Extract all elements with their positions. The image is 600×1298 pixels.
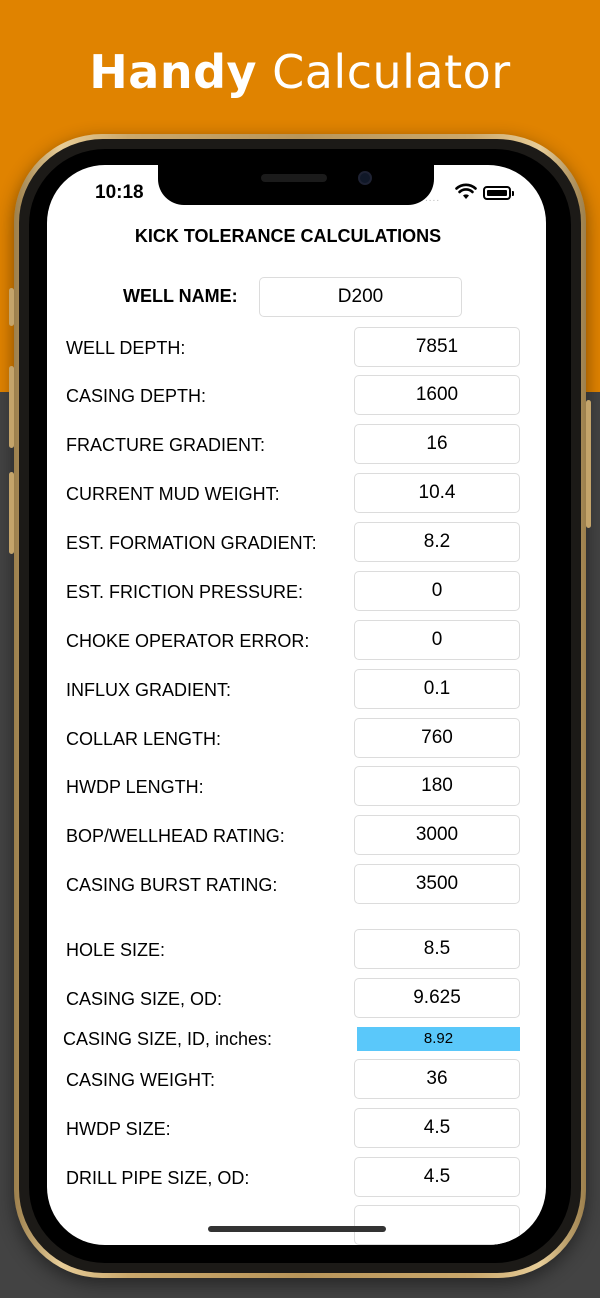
fracture-gradient-input[interactable]: 16 <box>354 424 520 464</box>
bop-wellhead-rating-input[interactable]: 3000 <box>354 815 520 855</box>
casing-depth-input[interactable]: 1600 <box>354 375 520 415</box>
speaker-grille <box>261 174 327 182</box>
field-label: HWDP SIZE: <box>66 1119 171 1139</box>
field-label: DRILL PIPE SIZE, OD: <box>66 1168 250 1188</box>
field-row-casing-burst-rating <box>47 864 546 904</box>
drill-pipe-size-od-input[interactable]: 4.5 <box>354 1157 520 1197</box>
field-row-casing-weight <box>47 1059 546 1099</box>
field-label: CHOKE OPERATOR ERROR: <box>66 631 310 651</box>
phone-side-button-left-mid <box>9 366 14 448</box>
est-friction-pressure-input[interactable]: 0 <box>354 571 520 611</box>
field-row-influx-gradient <box>47 669 546 709</box>
collar-length-input[interactable]: 760 <box>354 718 520 758</box>
phone-screen <box>47 165 546 1245</box>
field-label: EST. FORMATION GRADIENT: <box>66 533 317 553</box>
field-label: FRACTURE GRADIENT: <box>66 435 266 455</box>
field-row-current-mud-weight <box>47 473 546 513</box>
field-label: CASING BURST RATING: <box>66 875 278 895</box>
field-label: HOLE SIZE: <box>66 940 166 960</box>
field-row-hole-size <box>47 929 546 969</box>
field-row-fracture-gradient <box>47 424 546 464</box>
field-row-drill-pipe-size-od <box>47 1157 546 1197</box>
phone-side-button-right <box>586 400 591 528</box>
field-label: CASING SIZE, OD: <box>66 989 223 1009</box>
app-banner-title <box>0 40 600 104</box>
field-row-est-friction-pressure <box>47 571 546 611</box>
hwdp-length-input[interactable]: 180 <box>354 766 520 806</box>
field-label: CASING WEIGHT: <box>66 1070 216 1090</box>
phone-side-button-left-top <box>9 288 14 326</box>
home-indicator[interactable] <box>208 1226 386 1232</box>
field-row-hwdp-length <box>47 766 546 806</box>
field-label: COLLAR LENGTH: <box>66 729 222 749</box>
phone-notch <box>158 165 434 205</box>
field-row-casing-size-id <box>47 1025 546 1055</box>
field-row-choke-operator-error <box>47 620 546 660</box>
field-label: BOP/WELLHEAD RATING: <box>66 826 285 846</box>
banner-title-bold: Handy <box>89 45 257 99</box>
field-label: HWDP LENGTH: <box>66 777 204 797</box>
status-time: 10:18 <box>95 182 144 203</box>
field-label: INFLUX GRADIENT: <box>66 680 232 700</box>
field-row-casing-depth <box>47 375 546 415</box>
banner-title-rest: Calculator <box>272 45 511 99</box>
page-title: KICK TOLERANCE CALCULATIONS <box>134 226 442 246</box>
front-camera <box>358 171 372 185</box>
current-mud-weight-input[interactable]: 10.4 <box>354 473 520 513</box>
signal-icon: .... <box>425 193 441 204</box>
field-label: CASING SIZE, ID, inches: <box>63 1029 273 1049</box>
hwdp-size-input[interactable]: 4.5 <box>354 1108 520 1148</box>
casing-size-od-input[interactable]: 9.625 <box>354 978 520 1018</box>
casing-size-id-value: 8.92 <box>357 1027 520 1051</box>
battery-icon <box>483 186 511 200</box>
casing-burst-rating-input[interactable]: 3500 <box>354 864 520 904</box>
field-row-casing-size-od <box>47 978 546 1018</box>
well-name-label: WELL NAME: <box>123 286 238 306</box>
phone-side-button-left-bottom <box>9 472 14 554</box>
next-field-partial[interactable] <box>354 1205 520 1245</box>
field-label: EST. FRICTION PRESSURE: <box>66 582 304 602</box>
field-label: CURRENT MUD WEIGHT: <box>66 484 280 504</box>
well-depth-input[interactable]: 7851 <box>354 327 520 367</box>
field-row-collar-length <box>47 718 546 758</box>
wifi-icon <box>455 183 477 201</box>
casing-weight-input[interactable]: 36 <box>354 1059 520 1099</box>
field-row-well-depth <box>47 327 546 367</box>
field-label: CASING DEPTH: <box>66 386 207 406</box>
status-icons <box>425 183 515 203</box>
choke-operator-error-input[interactable]: 0 <box>354 620 520 660</box>
est-formation-gradient-input[interactable]: 8.2 <box>354 522 520 562</box>
field-row-hwdp-size <box>47 1108 546 1148</box>
hole-size-input[interactable]: 8.5 <box>354 929 520 969</box>
influx-gradient-input[interactable]: 0.1 <box>354 669 520 709</box>
field-label: WELL DEPTH: <box>66 338 186 358</box>
well-name-input[interactable]: D200 <box>259 277 462 317</box>
field-row-bop-wellhead-rating <box>47 815 546 855</box>
field-row-est-formation-gradient <box>47 522 546 562</box>
